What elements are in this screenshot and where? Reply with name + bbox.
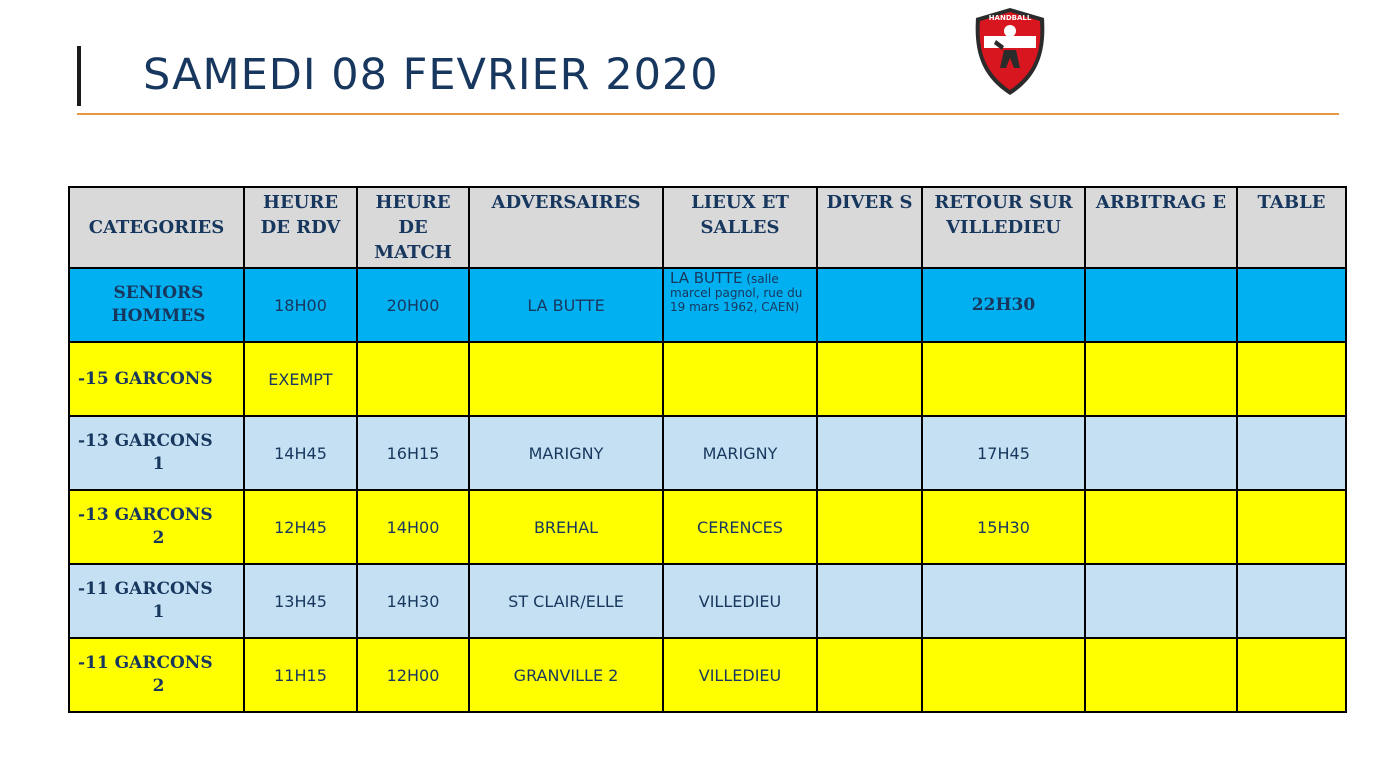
category-line-2: HOMMES <box>111 306 206 326</box>
category-line-2: 1 <box>152 454 165 474</box>
category-line-2: 2 <box>152 528 165 548</box>
match-cell: 14H00 <box>357 490 469 564</box>
header-categories: CATEGORIES <box>69 187 244 268</box>
category-cell <box>69 342 244 416</box>
table-duty-cell <box>1237 342 1346 416</box>
retour-cell: 17H45 <box>922 416 1085 490</box>
category-line-1: SENIORS <box>113 283 204 303</box>
category-line-1: -13 GARCONS <box>78 505 213 525</box>
match-schedule-table <box>68 186 1347 713</box>
retour-cell: 15H30 <box>922 490 1085 564</box>
retour-cell <box>922 564 1085 638</box>
arbitrage-cell <box>1085 638 1237 712</box>
header-heure-match: HEURE DE MATCH <box>357 187 469 268</box>
retour-cell <box>922 342 1085 416</box>
header-lieux-salles: LIEUX ET SALLES <box>663 187 817 268</box>
page-title: SAMEDI 08 FEVRIER 2020 <box>143 50 719 100</box>
arbitrage-cell <box>1085 342 1237 416</box>
divers-cell <box>817 416 922 490</box>
arbitrage-cell <box>1085 416 1237 490</box>
header-retour: RETOUR SUR VILLEDIEU <box>922 187 1085 268</box>
adversaires-cell: ST CLAIR/ELLE <box>469 564 663 638</box>
match-cell: 14H30 <box>357 564 469 638</box>
header-table: TABLE <box>1237 187 1346 268</box>
rdv-cell: 14H45 <box>244 416 357 490</box>
match-cell: 20H00 <box>357 268 469 342</box>
divers-cell <box>817 342 922 416</box>
adversaires-cell: MARIGNY <box>469 416 663 490</box>
header-divers: DIVER S <box>817 187 922 268</box>
lieux-cell: CERENCES <box>663 490 817 564</box>
lieux-cell: MARIGNY <box>663 416 817 490</box>
match-cell: 16H15 <box>357 416 469 490</box>
table-row <box>69 416 1346 490</box>
match-cell: 12H00 <box>357 638 469 712</box>
header-arbitrage: ARBITRAG E <box>1085 187 1237 268</box>
rdv-cell: 12H45 <box>244 490 357 564</box>
table-duty-cell <box>1237 416 1346 490</box>
category-cell <box>69 416 244 490</box>
retour-cell: 22H30 <box>922 268 1085 342</box>
lieux-venue-name: LA BUTTE <box>670 269 743 287</box>
lieux-cell: VILLEDIEU <box>663 564 817 638</box>
arbitrage-cell <box>1085 268 1237 342</box>
adversaires-cell: LA BUTTE <box>469 268 663 342</box>
title-accent-bar <box>77 46 81 106</box>
table-duty-cell <box>1237 564 1346 638</box>
lieux-cell <box>663 268 817 342</box>
divers-cell <box>817 564 922 638</box>
arbitrage-cell <box>1085 490 1237 564</box>
lieux-venue-detail: (salle marcel pagnol, rue du 19 mars 1962, CAEN) <box>670 272 803 314</box>
arbitrage-cell <box>1085 564 1237 638</box>
category-cell <box>69 268 244 342</box>
divers-cell <box>817 638 922 712</box>
divers-cell <box>817 268 922 342</box>
logo-lettering: HANDBALL <box>988 14 1032 22</box>
table-duty-cell <box>1237 490 1346 564</box>
table-row <box>69 490 1346 564</box>
club-logo-icon <box>970 6 1050 98</box>
category-cell <box>69 490 244 564</box>
match-cell <box>357 342 469 416</box>
category-line-1: -11 GARCONS <box>78 579 213 599</box>
table-duty-cell <box>1237 638 1346 712</box>
rdv-cell: 18H00 <box>244 268 357 342</box>
category-line-2: 1 <box>152 602 165 622</box>
table-row <box>69 638 1346 712</box>
adversaires-cell: GRANVILLE 2 <box>469 638 663 712</box>
table-duty-cell <box>1237 268 1346 342</box>
rdv-cell: EXEMPT <box>244 342 357 416</box>
rdv-cell: 13H45 <box>244 564 357 638</box>
table-header-row <box>69 187 1346 268</box>
rdv-cell: 11H15 <box>244 638 357 712</box>
category-line-1: -13 GARCONS <box>78 431 213 451</box>
header-adversaires: ADVERSAIRES <box>469 187 663 268</box>
category-cell <box>69 638 244 712</box>
category-line-1: -11 GARCONS <box>78 653 213 673</box>
adversaires-cell <box>469 342 663 416</box>
table-row <box>69 342 1346 416</box>
category-line-1: -15 GARCONS <box>78 368 213 389</box>
divers-cell <box>817 490 922 564</box>
adversaires-cell: BREHAL <box>469 490 663 564</box>
lieux-cell: VILLEDIEU <box>663 638 817 712</box>
table-row <box>69 564 1346 638</box>
header-heure-rdv: HEURE DE RDV <box>244 187 357 268</box>
lieux-cell <box>663 342 817 416</box>
category-cell <box>69 564 244 638</box>
retour-cell <box>922 638 1085 712</box>
title-divider <box>77 113 1339 115</box>
category-line-2: 2 <box>152 676 165 696</box>
table-row <box>69 268 1346 342</box>
